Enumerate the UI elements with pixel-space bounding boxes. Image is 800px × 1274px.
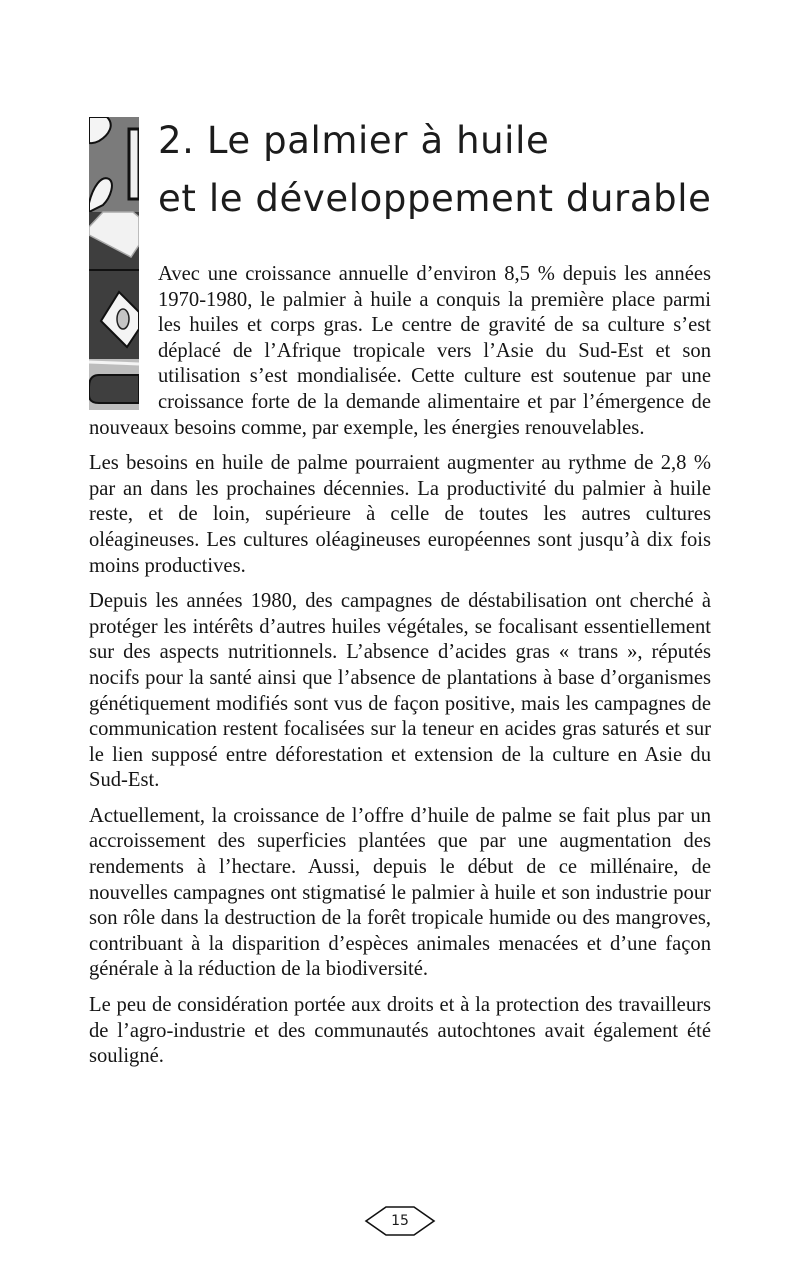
paragraph-demand: Les besoins en huile de palme pourraient augmenter au rythme de 2,8 % par an dans les prochaines décennies. La productivité du palmier à huile reste, et de loin, supérieure à celle de toutes les autres cultures oléagineuses. Les cultures oléagineuses européennes sont jusqu’à dix fois moins productives. [89,452,711,577]
body-text [89,262,711,1080]
chapter-title [158,112,758,228]
paragraph-workers-rights: Le peu de considération portée aux droits et à la protection des travailleurs de l’agro-industrie et des communautés autochtones avait également été souligné. [89,994,711,1068]
chapter-title-line-2: et le développement durable [158,177,712,220]
paragraph-growth: Avec une croissance annuelle d’environ 8,5 % depuis les années 1970-1980, le palmier à huile a conquis la première place parmi les huiles et corps gras. Le centre de gravité de sa culture s’est déplacé de l’Afrique tropicale vers l’Asie du Sud-Est et son utilisation s’est mondialisée. Cette culture est soutenue par une croissance forte de la demande alimentaire et par l’émergence de nouveaux besoins comme, par exemple, les énergies renouvelables. [89,263,711,439]
image-wrap-spacer [89,262,158,415]
page-number-badge [364,1205,436,1237]
chapter-title-line-1: 2. Le palmier à huile [158,119,550,162]
paragraph-deforestation: Actuellement, la croissance de l’offre d’huile de palme se fait plus par un accroissement des superficies plantées que par une augmentation des rendements à l’hectare. Aussi, depuis le début de ce millénaire, de nouvelles campagnes ont stigmatisé le palmier à huile et son industrie pour son rôle dans la destruction de la forêt tropicale humide ou des mangroves, contribuant à la disparition d’espèces animales menacées et d’une façon générale à la réduction de la biodiversité. [89,804,711,981]
paragraph-campaigns: Depuis les années 1980, des campagnes de déstabilisation ont cherché à protéger les intérêts d’autres huiles végétales, se focalisant essentiellement sur des aspects nutritionnels. L’absence d’acides gras « trans », réputés nocifs pour la santé ainsi que l’absence de plantations à base d’organismes génétiquement modifiés sont vus de façon positive, mais les campagnes de communication restent focalisées sur la teneur en acides gras saturés et sur le lien supposé entre déforestation et extension de la culture en Asie du Sud-Est. [89,590,711,792]
page-number: 15 [391,1213,409,1229]
